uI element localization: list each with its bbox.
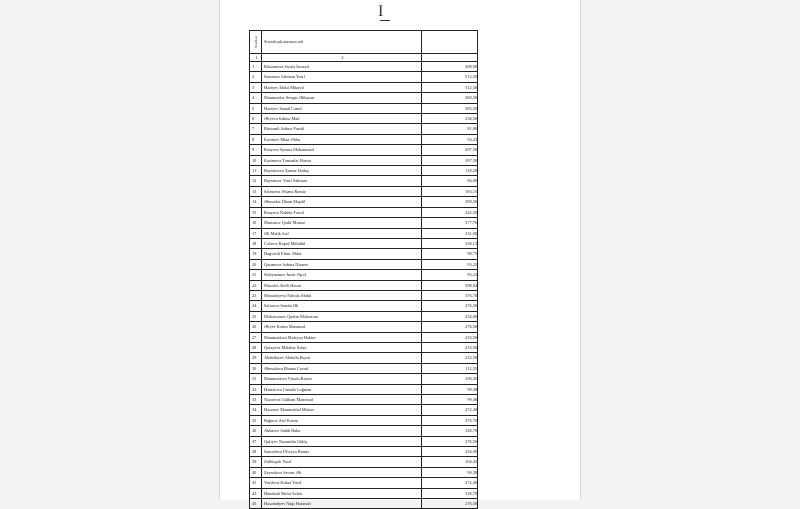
row-name-cell: Məmmədova Məleyxə Həkim: [262, 332, 422, 342]
table-row: [250, 186, 478, 196]
row-name-cell: Rüstəmova Siyalə İsmayıl: [262, 62, 422, 72]
table-row: [250, 145, 478, 155]
page-right-edge: [580, 0, 581, 500]
table-row: [250, 499, 478, 509]
row-name-cell: Məmmədova Vüsalə Rəsim: [262, 374, 422, 384]
row-number-cell: 8: [250, 134, 262, 144]
row-name-cell: Nəzərova Gülbəni Məmməd: [262, 395, 422, 405]
row-name-cell: Musəfov Kefli Həsən: [262, 280, 422, 290]
table-row: [250, 218, 478, 228]
row-number-cell: 43: [250, 499, 262, 509]
row-amount-cell: 99,38: [422, 384, 478, 394]
row-amount-cell: 81,00: [422, 124, 478, 134]
table-row: [250, 124, 478, 134]
row-amount-cell: 276,50: [422, 322, 478, 332]
row-amount-cell: 106,45: [422, 374, 478, 384]
table-row: [250, 238, 478, 248]
row-amount-cell: 104,45: [422, 457, 478, 467]
row-amount-cell: 331,00: [422, 228, 478, 238]
row-name-cell: Səmənov Səbinən Yusif: [262, 72, 422, 82]
table-row: [250, 405, 478, 415]
row-amount-cell: 276,50: [422, 301, 478, 311]
row-amount-cell: 99,38: [422, 395, 478, 405]
table-row: [250, 488, 478, 498]
row-amount-cell: 328,70: [422, 426, 478, 436]
row-number-cell: 24: [250, 301, 262, 311]
row-number-cell: 40: [250, 467, 262, 477]
row-name-cell: Yusifova Kubra Yusif: [262, 478, 422, 488]
row-name-cell: Məhərrəmov Qadim Məhərrəm: [262, 311, 422, 321]
table-row: [250, 353, 478, 363]
row-name-cell: Quliyev Nazmidin Gülüş: [262, 436, 422, 446]
name-column-header: Soyadı,adı,atasının adı: [262, 31, 422, 54]
row-amount-cell: 118,20: [422, 166, 478, 176]
row-name-cell: Həziyev İsmail Cəmil: [262, 103, 422, 113]
table-row: [250, 197, 478, 207]
row-number-cell: 9: [250, 145, 262, 155]
row-number-cell: 39: [250, 457, 262, 467]
row-amount-cell: 328,70: [422, 488, 478, 498]
row-amount-cell: 398,84: [422, 280, 478, 290]
row-amount-cell: 338,13: [422, 238, 478, 248]
table-row: [250, 363, 478, 373]
row-amount-cell: 376,70: [422, 290, 478, 300]
page-left-edge: [219, 0, 220, 500]
row-number-cell: 3: [250, 82, 262, 92]
table-row: [250, 82, 478, 92]
row-amount-cell: 99,38: [422, 467, 478, 477]
row-name-cell: Zeynalova Sevinc Əli: [262, 467, 422, 477]
row-number-cell: 15: [250, 207, 262, 217]
table-row: [250, 426, 478, 436]
row-number-cell: 22: [250, 280, 262, 290]
row-name-cell: Əhmədov İlham Məşdil: [262, 197, 422, 207]
row-number-cell: 30: [250, 363, 262, 373]
row-number-cell: 37: [250, 436, 262, 446]
row-name-cell: Hagverdi Elnur Əldar: [262, 249, 422, 259]
row-amount-cell: 98,75: [422, 249, 478, 259]
row-number-cell: 29: [250, 353, 262, 363]
column-index-row: [250, 54, 478, 62]
row-amount-cell: 93,23: [422, 259, 478, 269]
row-name-cell: Abbasov Sahib Baba: [262, 426, 422, 436]
row-amount-cell: 272,40: [422, 478, 478, 488]
row-number-cell: 12: [250, 176, 262, 186]
row-amount-cell: 112,55: [422, 363, 478, 373]
row-number-cell: 1: [250, 62, 262, 72]
table-row: [250, 280, 478, 290]
row-amount-cell: 399,50: [422, 197, 478, 207]
row-amount-cell: 385,50: [422, 103, 478, 113]
row-name-cell: Qarayeva Məlahət Aslan: [262, 342, 422, 352]
row-number-cell: 11: [250, 166, 262, 176]
row-amount-cell: 254,00: [422, 311, 478, 321]
row-amount-cell: 272,40: [422, 405, 478, 415]
row-name-cell: Kərimova Təmənlər Həzrət: [262, 155, 422, 165]
row-number-cell: 34: [250, 405, 262, 415]
row-name-cell: Bağırov Arif Kərim: [262, 415, 422, 425]
row-name-cell: Mustafayeva Nahidə Abdul: [262, 290, 422, 300]
row-number-cell: 10: [250, 155, 262, 165]
table-row: [250, 436, 478, 446]
table-row: [250, 384, 478, 394]
column-index-cell: [422, 54, 478, 62]
row-amount-cell: 93,23: [422, 134, 478, 144]
table-row: [250, 93, 478, 103]
table-row: [250, 467, 478, 477]
row-name-cell: Kərimov Mina Əldar: [262, 134, 422, 144]
row-number-cell: 17: [250, 228, 262, 238]
row-name-cell: Həsənaliyev Nağı Həsənəli: [262, 499, 422, 509]
row-name-cell: Qasımova Səbinə Nizami: [262, 259, 422, 269]
row-name-cell: Məmmədov Sevgar Əlihəsən: [262, 93, 422, 103]
column-index-cell: 2: [262, 54, 422, 62]
row-number-cell: 4: [250, 93, 262, 103]
table-row: [250, 415, 478, 425]
number-column-header: Sıra№-si: [250, 31, 262, 54]
row-number-cell: 20: [250, 259, 262, 269]
row-number-cell: 35: [250, 415, 262, 425]
row-name-cell: Həziyev İdalət Mikayıl: [262, 82, 422, 92]
page-mark-underline: [380, 20, 390, 21]
row-amount-cell: 84,00: [422, 176, 478, 186]
table-row: [250, 342, 478, 352]
row-name-cell: Cəfərov Rəşad Mühübil: [262, 238, 422, 248]
row-amount-cell: 233,50: [422, 342, 478, 352]
row-amount-cell: 276,50: [422, 436, 478, 446]
row-amount-cell: 369,50: [422, 93, 478, 103]
row-amount-cell: 233,50: [422, 332, 478, 342]
row-amount-cell: 236,50: [422, 114, 478, 124]
row-number-cell: 7: [250, 124, 262, 134]
table-row: [250, 72, 478, 82]
row-name-cell: Səmədova Ülviyyə Ramiz: [262, 447, 422, 457]
row-amount-cell: 93,23: [422, 270, 478, 280]
table-row: [250, 134, 478, 144]
table-row: [250, 311, 478, 321]
row-amount-cell: 512,50: [422, 72, 478, 82]
page-mark: I: [378, 3, 384, 20]
row-name-cell: Səlimova Əfsanə Ramiz: [262, 186, 422, 196]
table-row: [250, 447, 478, 457]
row-number-cell: 5: [250, 103, 262, 113]
row-amount-cell: 233,50: [422, 353, 478, 363]
row-number-cell: 36: [250, 426, 262, 436]
row-number-cell: 6: [250, 114, 262, 124]
table-row: [250, 176, 478, 186]
row-amount-cell: 197,50: [422, 155, 478, 165]
row-number-cell: 16: [250, 218, 262, 228]
table-header-row: [250, 31, 478, 54]
row-number-cell: 32: [250, 384, 262, 394]
table-row: [250, 259, 478, 269]
table-row: [250, 249, 478, 259]
row-number-cell: 19: [250, 249, 262, 259]
table-row: [250, 207, 478, 217]
row-name-cell: Həsənov Məmmədəd Mürtəz: [262, 405, 422, 415]
row-name-cell: Əliyeva Səbinə Mail: [262, 114, 422, 124]
row-number-cell: 27: [250, 332, 262, 342]
row-name-cell: Rzayeva Nəhidə Fərrul: [262, 207, 422, 217]
row-name-cell: Süleymanov İmdə Əşrəf: [262, 270, 422, 280]
row-name-cell: Bayramova Xumar Dadaş: [262, 166, 422, 176]
row-number-cell: 41: [250, 478, 262, 488]
row-name-cell: Murtazov Qadir Murtaz: [262, 218, 422, 228]
row-amount-cell: 308,00: [422, 62, 478, 72]
row-number-cell: 33: [250, 395, 262, 405]
row-amount-cell: 207,50: [422, 145, 478, 155]
row-number-cell: 21: [250, 270, 262, 280]
row-amount-cell: 512,50: [422, 82, 478, 92]
row-name-cell: Əhmədova İlhamə Cavad: [262, 363, 422, 373]
table-row: [250, 228, 478, 238]
table-row: [250, 322, 478, 332]
table-row: [250, 103, 478, 113]
row-amount-cell: 276,50: [422, 499, 478, 509]
table-row: [250, 114, 478, 124]
row-name-cell: Hümbətli Rüfət Aslan: [262, 488, 422, 498]
table-row: [250, 270, 478, 280]
table-row: [250, 301, 478, 311]
row-name-cell: Həmətova Camalə Loğman: [262, 384, 422, 394]
row-number-cell: 25: [250, 311, 262, 321]
row-number-cell: 42: [250, 488, 262, 498]
table-row: [250, 395, 478, 405]
row-amount-cell: 377,76: [422, 218, 478, 228]
column-index-cell: 1: [250, 54, 262, 62]
row-name-cell: Səfərova Saadət Əli: [262, 301, 422, 311]
row-number-cell: 2: [250, 72, 262, 82]
row-amount-cell: 254,00: [422, 447, 478, 457]
row-number-cell: 26: [250, 322, 262, 332]
row-number-cell: 38: [250, 447, 262, 457]
row-number-cell: 28: [250, 342, 262, 352]
row-name-cell: Rzayeva Aynurə Məhəmməd: [262, 145, 422, 155]
row-name-cell: Bayramov Yusif Səbinən: [262, 176, 422, 186]
row-number-cell: 13: [250, 186, 262, 196]
table-row: [250, 62, 478, 72]
row-amount-cell: 183,15: [422, 186, 478, 196]
row-amount-cell: 242,50: [422, 207, 478, 217]
row-number-cell: 18: [250, 238, 262, 248]
row-number-cell: 31: [250, 374, 262, 384]
beneficiary-table: [249, 30, 478, 509]
row-name-cell: Rüstəmli Səbinə Fəzuli: [262, 124, 422, 134]
table-row: [250, 478, 478, 488]
row-name-cell: Əli Məlik Arif: [262, 228, 422, 238]
table-row: [250, 155, 478, 165]
table-row: [250, 332, 478, 342]
table-row: [250, 457, 478, 467]
table-row: [250, 166, 478, 176]
amount-column-header: [422, 31, 478, 54]
row-name-cell: Abdullayev Abdulla Bayat: [262, 353, 422, 363]
table-row: [250, 374, 478, 384]
row-name-cell: Zülfüqarlı Yusif: [262, 457, 422, 467]
row-number-cell: 23: [250, 290, 262, 300]
row-number-cell: 14: [250, 197, 262, 207]
table-row: [250, 290, 478, 300]
row-amount-cell: 376,70: [422, 415, 478, 425]
row-name-cell: Əliyev Kərim Məmməd: [262, 322, 422, 332]
